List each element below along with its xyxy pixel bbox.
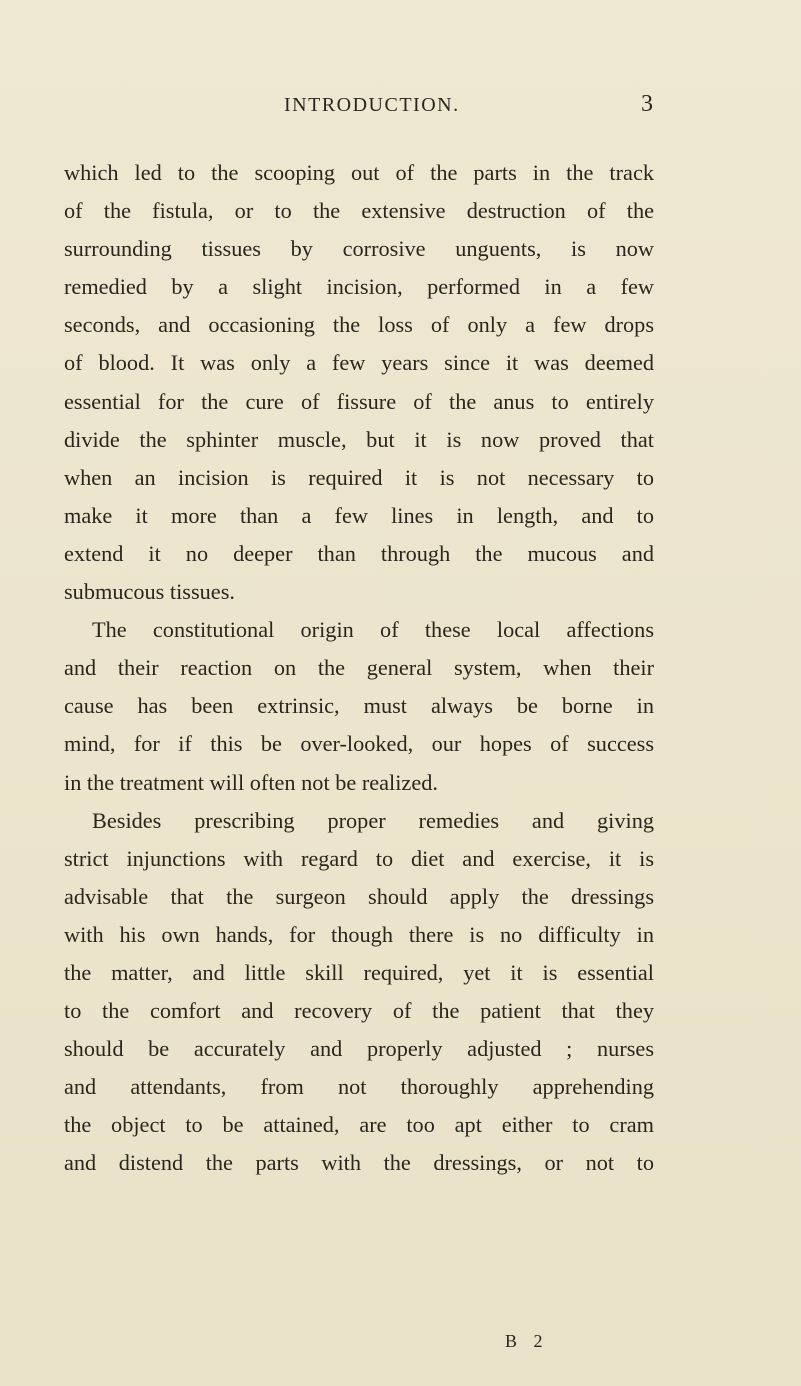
text-line: divide the sphinter muscle, but it is now proved that <box>64 426 654 452</box>
page-number: 3 <box>641 91 653 117</box>
text-line: extend it no deeper than through the mucous and <box>64 540 654 566</box>
text-line: and distend the parts with the dressings, or not to <box>64 1150 654 1176</box>
text-line: surrounding tissues by corrosive unguents, is now <box>64 236 654 262</box>
page-header <box>0 91 801 134</box>
text-line: The constitutional origin of these local affections <box>92 617 654 643</box>
text-line: make it more than a few lines in length, and to <box>64 502 654 528</box>
text-line: and their reaction on the general system, when their <box>64 655 654 681</box>
text-line: should be accurately and properly adjusted ; nurses <box>64 1036 654 1062</box>
text-line: seconds, and occasioning the loss of only a few drops <box>64 312 654 338</box>
signature-mark: B 2 <box>505 1331 549 1351</box>
text-line: submucous tissues. <box>64 579 235 605</box>
text-line: the matter, and little skill required, yet it is essential <box>64 959 654 985</box>
text-line: mind, for if this be over-looked, our hopes of success <box>64 731 654 757</box>
text-line: when an incision is required it is not necessary to <box>64 464 654 490</box>
text-line: the object to be attained, are too apt either to cram <box>64 1112 654 1138</box>
text-line: cause has been extrinsic, must always be borne in <box>64 693 654 719</box>
text-line: with his own hands, for though there is no difficulty in <box>64 921 654 947</box>
text-line: which led to the scooping out of the parts in the track <box>64 160 654 185</box>
text-line: of blood. It was only a few years since it was deemed <box>64 350 654 376</box>
text-line: essential for the cure of fissure of the anus to entirely <box>64 388 654 414</box>
running-title: INTRODUCTION. <box>284 94 460 116</box>
body-text <box>64 154 654 1183</box>
text-line: and attendants, from not thoroughly apprehending <box>64 1074 654 1100</box>
text-line: of the fistula, or to the extensive destruction of the <box>64 198 654 224</box>
text-line: advisable that the surgeon should apply the dressings <box>64 883 654 909</box>
text-line: in the treatment will often not be realized. <box>64 769 438 795</box>
text-line: Besides prescribing proper remedies and giving <box>92 807 654 833</box>
text-line: remedied by a slight incision, performed in a few <box>64 274 654 300</box>
text-line: strict injunctions with regard to diet and exercise, it is <box>64 845 654 871</box>
text-line: to the comfort and recovery of the patient that they <box>64 998 654 1024</box>
